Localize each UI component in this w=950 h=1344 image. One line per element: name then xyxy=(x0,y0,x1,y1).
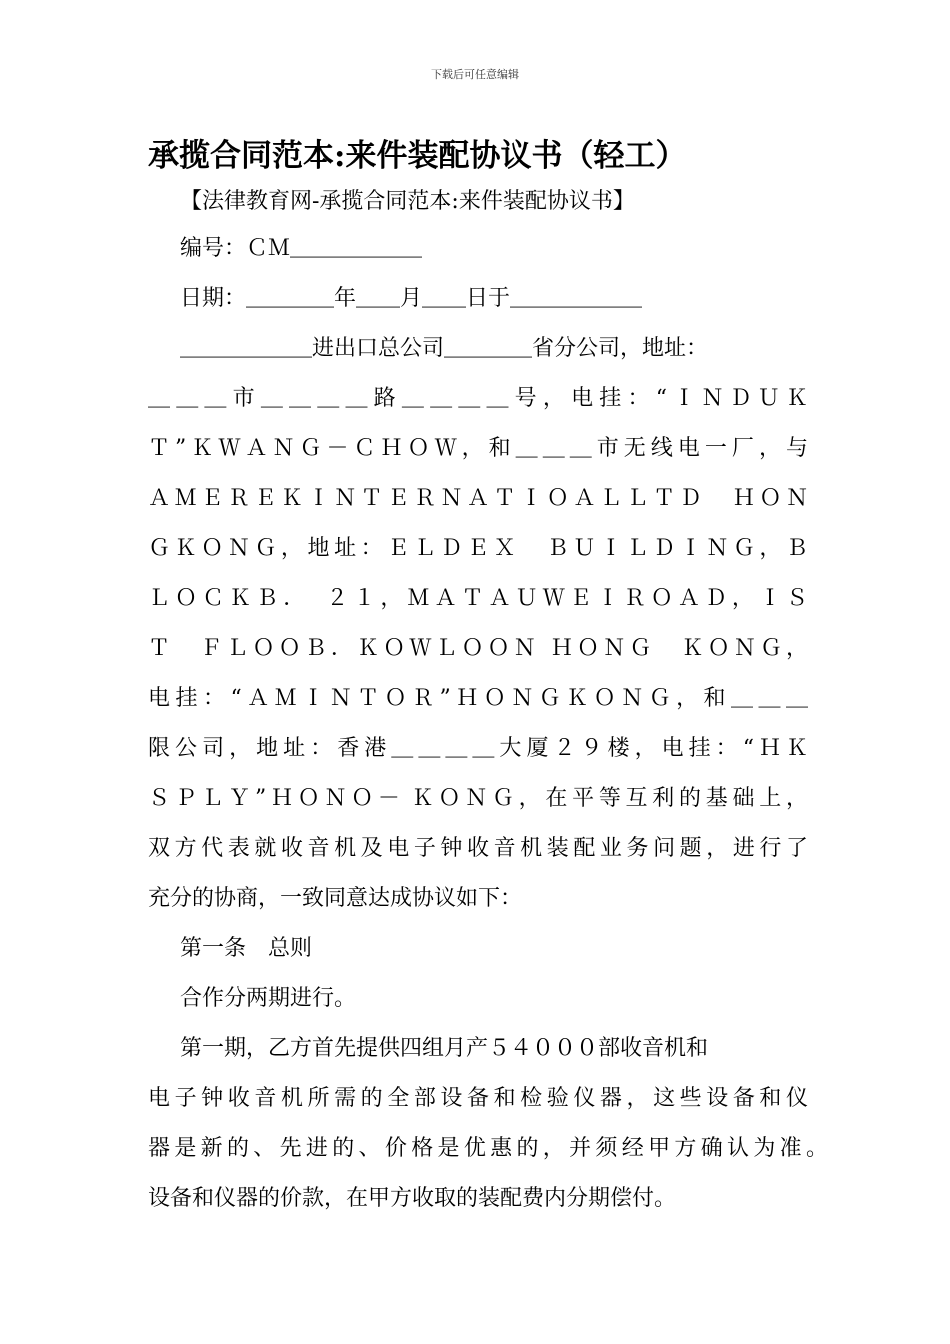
paragraph-line: Ｔ ＦＬＯＯＢ．ＫＯＷＬＯＯＮ ＨＯＮＧ ＫＯＮＧ， xyxy=(148,636,808,661)
paragraph-line: ＿＿＿＿＿＿进出口总公司＿＿＿＿省分公司，地址： xyxy=(180,336,709,361)
date-line: 日期：＿＿＿＿年＿＿月＿＿日于＿＿＿＿＿＿ xyxy=(180,286,643,311)
paragraph-line: 器是新的、先进的、价格是优惠的，并须经甲方确认为准。 xyxy=(148,1136,828,1161)
paragraph-line: 充分的协商，一致同意达成协议如下： xyxy=(148,886,523,911)
document-subtitle: 【法律教育网-承揽合同范本:来件装配协议书】 xyxy=(180,189,635,214)
article-heading: 第一条 总则 xyxy=(180,936,313,961)
paragraph-line: 电挂：“ＡＭＩＮＴＯＲ”ＨＯＮＧＫＯＮＧ，和＿＿＿ xyxy=(148,686,808,711)
paragraph-line: ＬＯＣＫＢ． ２１，ＭＡＴＡＵＷＥＩＲＯＡＤ，ＩＳ xyxy=(148,586,808,611)
paragraph-line: 电子钟收音机所需的全部设备和检验仪器，这些设备和仪 xyxy=(148,1086,808,1111)
paragraph-line: 合作分两期进行。 xyxy=(180,986,357,1011)
paragraph-line: 设备和仪器的价款，在甲方收取的装配费内分期偿付。 xyxy=(148,1186,677,1211)
paragraph-line: ＿＿＿市＿＿＿＿路＿＿＿＿号，电挂：“ＩＮＤＵＫ xyxy=(148,386,808,411)
paragraph-line: ＧＫＯＮＧ，地址：ＥＬＤＥＸ ＢＵＩＬＤＩＮＧ，Ｂ xyxy=(148,536,808,561)
paragraph-line: ＳＰＬＹ”ＨＯＮＯ－ ＫＯＮＧ，在平等互利的基础上， xyxy=(148,786,808,811)
contract-number-line: 编号：ＣＭ＿＿＿＿＿＿ xyxy=(180,236,423,261)
paragraph-line: 双方代表就收音机及电子钟收音机装配业务问题，进行了 xyxy=(148,836,808,861)
paragraph-line: ＡＭＥＲＥＫＩＮＴＥＲＮＡＴＩＯＡＬＬＴＤ ＨＯＮ xyxy=(148,486,808,511)
document-title: 承揽合同范本:来件装配协议书（轻工） xyxy=(148,138,687,174)
paragraph-line: Ｔ”ＫＷＡＮＧ－ＣＨＯＷ，和＿＿＿市无线电一厂，与 xyxy=(148,436,808,461)
header-note: 下载后可任意编辑 xyxy=(431,68,519,81)
paragraph-line: 第一期，乙方首先提供四组月产５４０００部收音机和 xyxy=(180,1036,709,1061)
paragraph-line: 限公司，地址：香港＿＿＿＿大厦２９楼，电挂：“ＨＫ xyxy=(148,736,808,761)
